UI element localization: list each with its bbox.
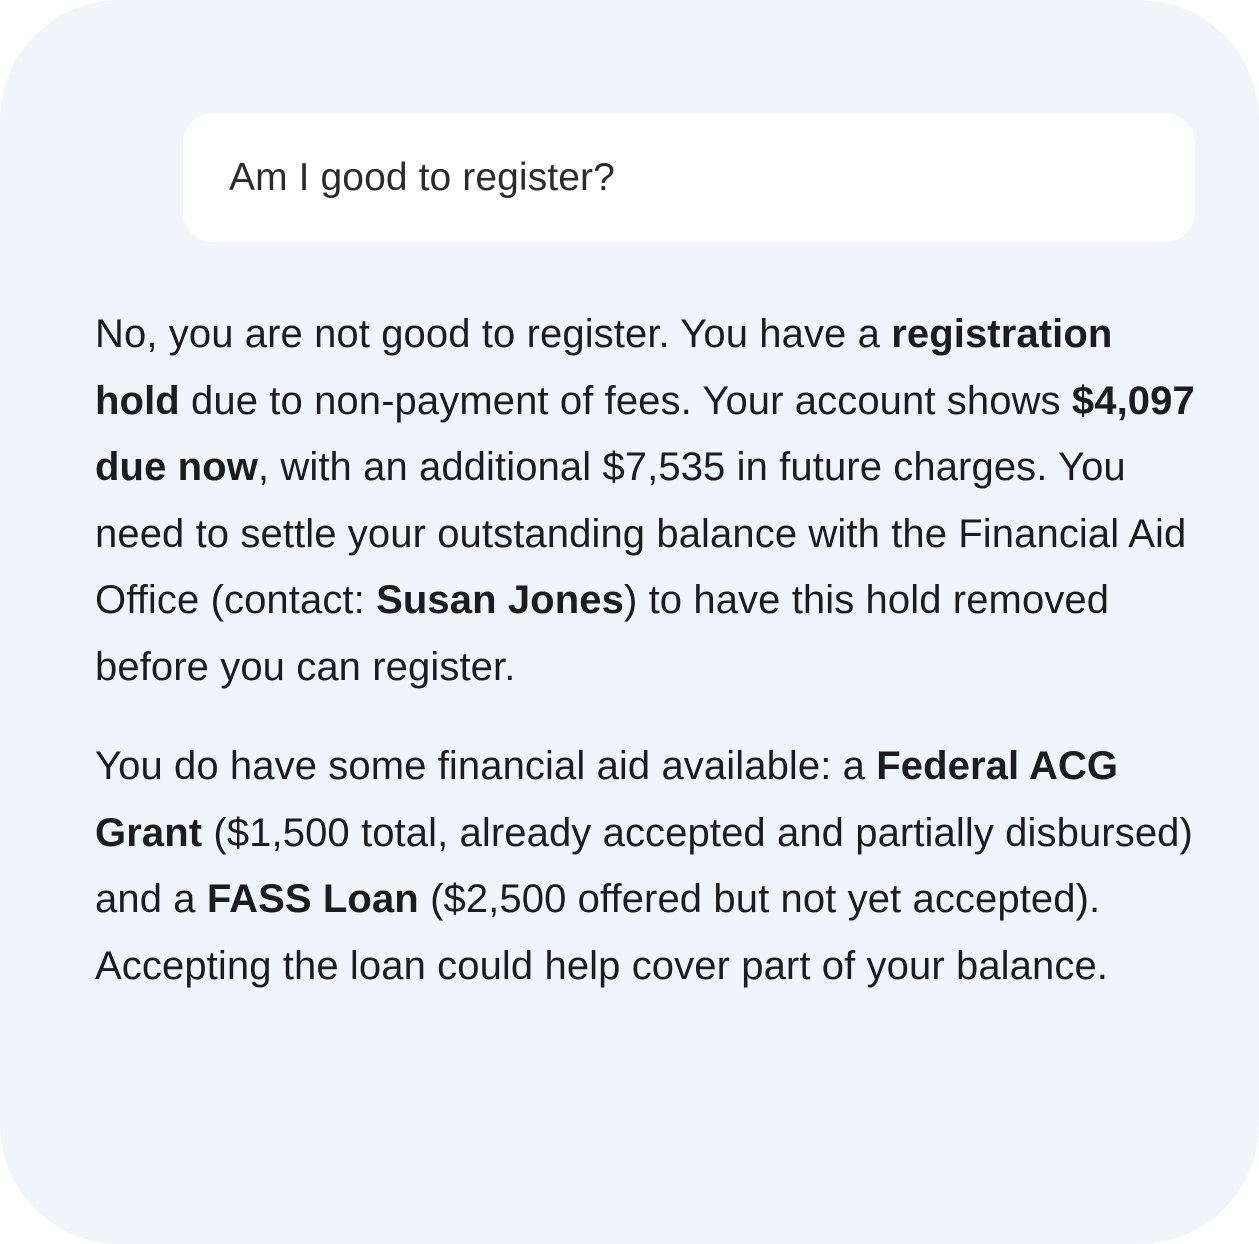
grant-name-emphasis: Federal ACG Grant [95, 744, 1119, 855]
assistant-paragraph-hold [95, 301, 1195, 700]
text-segment: ($1,500 total, already accepted and partially disbursed) and a [95, 810, 1193, 921]
text-segment: , with an additional $7,535 in future charges. You need to settle your outstanding balance with the Financial Aid Office (contact: [95, 445, 1187, 622]
user-message-text: Am I good to register? [229, 155, 615, 199]
text-segment: You do have some financial aid available: a [95, 744, 877, 788]
user-message-bubble [183, 113, 1195, 242]
text-segment: ) to have this hold removed before you can register. [95, 578, 1110, 689]
loan-name-emphasis: FASS Loan [206, 877, 419, 921]
assistant-message [95, 301, 1195, 999]
assistant-paragraph-aid [95, 733, 1195, 999]
amount-due-emphasis: $4,097 due now [95, 378, 1195, 489]
text-segment: No, you are not good to register. You have a [95, 312, 892, 356]
text-segment: due to non-payment of fees. Your account shows [179, 378, 1072, 423]
contact-name-emphasis: Susan Jones [376, 578, 624, 622]
text-segment: ($2,500 offered but not yet accepted). Accepting the loan could help cover part of your balance. [95, 877, 1109, 988]
registration-hold-emphasis: registration hold [95, 312, 1113, 423]
